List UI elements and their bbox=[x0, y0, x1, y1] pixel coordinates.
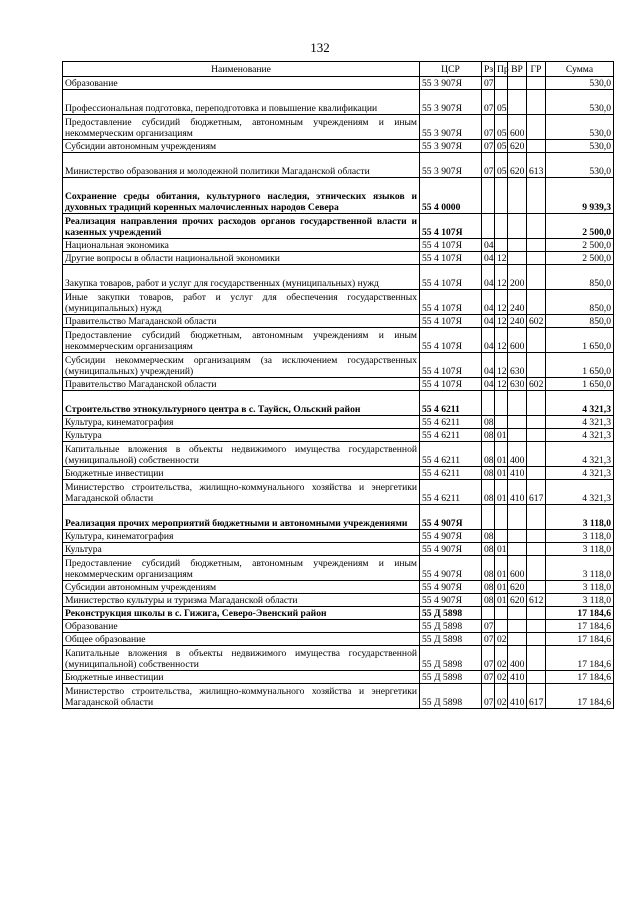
table-row bbox=[63, 581, 614, 594]
row-gr-cell bbox=[527, 140, 546, 153]
row-csr-cell: 55 4 107Я bbox=[420, 252, 482, 265]
row-rz-cell: 08 bbox=[482, 581, 495, 594]
row-vr-cell bbox=[508, 543, 527, 556]
row-gr-cell bbox=[527, 391, 546, 416]
table-row bbox=[63, 442, 614, 467]
row-sum-cell: 17 184,6 bbox=[546, 684, 614, 709]
row-csr-cell: 55 4 107Я bbox=[420, 315, 482, 328]
row-name-cell: Правительство Магаданской области bbox=[63, 378, 420, 391]
row-csr-cell: 55 4 6211 bbox=[420, 467, 482, 480]
row-name-cell: Предоставление субсидий бюджетным, автономным учреждениям и иным некоммерческим организациям bbox=[63, 328, 420, 353]
row-name-cell: Реализация прочих мероприятий бюджетными и автономными учреждениями bbox=[63, 505, 420, 530]
budget-table bbox=[62, 61, 614, 709]
row-sum-cell: 17 184,6 bbox=[546, 646, 614, 671]
row-gr-cell bbox=[527, 530, 546, 543]
row-vr-cell bbox=[508, 391, 527, 416]
row-rz-cell: 08 bbox=[482, 480, 495, 505]
row-name-cell: Правительство Магаданской области bbox=[63, 315, 420, 328]
row-csr-cell: 55 Д 5898 bbox=[420, 620, 482, 633]
header-name: Наименование bbox=[63, 62, 420, 77]
row-sum-cell: 17 184,6 bbox=[546, 633, 614, 646]
row-vr-cell bbox=[508, 607, 527, 620]
row-sum-cell: 3 118,0 bbox=[546, 530, 614, 543]
row-name-cell: Общее образование bbox=[63, 633, 420, 646]
table-row bbox=[63, 467, 614, 480]
row-csr-cell: 55 4 6211 bbox=[420, 480, 482, 505]
table-row bbox=[63, 239, 614, 252]
row-rz-cell bbox=[482, 391, 495, 416]
row-csr-cell: 55 4 107Я bbox=[420, 239, 482, 252]
row-vr-cell bbox=[508, 633, 527, 646]
row-pr-cell: 12 bbox=[495, 265, 508, 290]
row-vr-cell bbox=[508, 90, 527, 115]
row-pr-cell bbox=[495, 416, 508, 429]
row-sum-cell: 530,0 bbox=[546, 77, 614, 90]
row-pr-cell: 01 bbox=[495, 543, 508, 556]
row-csr-cell: 55 3 907Я bbox=[420, 153, 482, 178]
row-vr-cell: 630 bbox=[508, 378, 527, 391]
table-row bbox=[63, 480, 614, 505]
header-sum: Сумма bbox=[546, 62, 614, 77]
row-pr-cell: 05 bbox=[495, 115, 508, 140]
row-pr-cell: 01 bbox=[495, 442, 508, 467]
row-pr-cell: 01 bbox=[495, 581, 508, 594]
row-sum-cell: 3 118,0 bbox=[546, 556, 614, 581]
row-csr-cell: 55 Д 5898 bbox=[420, 646, 482, 671]
row-name-cell: Национальная экономика bbox=[63, 239, 420, 252]
row-gr-cell bbox=[527, 467, 546, 480]
row-rz-cell: 07 bbox=[482, 90, 495, 115]
table-row bbox=[63, 265, 614, 290]
row-pr-cell bbox=[495, 530, 508, 543]
row-rz-cell: 07 bbox=[482, 77, 495, 90]
row-rz-cell: 04 bbox=[482, 378, 495, 391]
table-row bbox=[63, 214, 614, 239]
row-pr-cell: 12 bbox=[495, 252, 508, 265]
row-pr-cell bbox=[495, 178, 508, 214]
row-gr-cell bbox=[527, 581, 546, 594]
row-sum-cell: 530,0 bbox=[546, 140, 614, 153]
row-pr-cell bbox=[495, 239, 508, 252]
row-pr-cell: 02 bbox=[495, 646, 508, 671]
row-gr-cell bbox=[527, 239, 546, 252]
row-rz-cell: 08 bbox=[482, 543, 495, 556]
row-sum-cell: 4 321,3 bbox=[546, 480, 614, 505]
row-gr-cell: 613 bbox=[527, 153, 546, 178]
row-sum-cell: 4 321,3 bbox=[546, 467, 614, 480]
row-gr-cell bbox=[527, 290, 546, 315]
row-csr-cell: 55 4 107Я bbox=[420, 214, 482, 239]
row-gr-cell: 617 bbox=[527, 480, 546, 505]
row-pr-cell: 05 bbox=[495, 140, 508, 153]
row-gr-cell bbox=[527, 115, 546, 140]
row-name-cell: Министерство строительства, жилищно-коммунального хозяйства и энергетики Магаданской области bbox=[63, 684, 420, 709]
table-row bbox=[63, 328, 614, 353]
row-vr-cell: 410 bbox=[508, 671, 527, 684]
row-csr-cell: 55 4 907Я bbox=[420, 581, 482, 594]
table-row bbox=[63, 684, 614, 709]
table-row bbox=[63, 115, 614, 140]
row-rz-cell: 04 bbox=[482, 353, 495, 378]
table-row bbox=[63, 633, 614, 646]
row-pr-cell bbox=[495, 77, 508, 90]
row-csr-cell: 55 4 107Я bbox=[420, 378, 482, 391]
row-name-cell: Культура, кинематография bbox=[63, 530, 420, 543]
row-name-cell: Бюджетные инвестиции bbox=[63, 671, 420, 684]
row-csr-cell: 55 4 107Я bbox=[420, 290, 482, 315]
row-sum-cell: 2 500,0 bbox=[546, 239, 614, 252]
row-gr-cell bbox=[527, 328, 546, 353]
row-pr-cell: 05 bbox=[495, 153, 508, 178]
row-csr-cell: 55 4 6211 bbox=[420, 416, 482, 429]
row-gr-cell bbox=[527, 505, 546, 530]
row-rz-cell bbox=[482, 178, 495, 214]
row-vr-cell bbox=[508, 178, 527, 214]
row-vr-cell: 620 bbox=[508, 153, 527, 178]
row-vr-cell: 620 bbox=[508, 581, 527, 594]
row-rz-cell: 07 bbox=[482, 115, 495, 140]
row-name-cell: Субсидии автономным учреждениям bbox=[63, 140, 420, 153]
header-csr: ЦСР bbox=[420, 62, 482, 77]
row-vr-cell bbox=[508, 252, 527, 265]
row-csr-cell: 55 4 6211 bbox=[420, 442, 482, 467]
row-rz-cell: 04 bbox=[482, 265, 495, 290]
row-csr-cell: 55 4 107Я bbox=[420, 265, 482, 290]
row-name-cell: Реконструкция школы в с. Гижига, Северо-Эвенский район bbox=[63, 607, 420, 620]
page-number: 132 bbox=[310, 40, 330, 55]
row-rz-cell: 07 bbox=[482, 153, 495, 178]
row-vr-cell bbox=[508, 429, 527, 442]
row-name-cell: Субсидии автономным учреждениям bbox=[63, 581, 420, 594]
row-sum-cell: 530,0 bbox=[546, 90, 614, 115]
table-row bbox=[63, 315, 614, 328]
row-vr-cell: 620 bbox=[508, 594, 527, 607]
row-sum-cell: 4 321,3 bbox=[546, 429, 614, 442]
row-gr-cell bbox=[527, 671, 546, 684]
row-name-cell: Бюджетные инвестиции bbox=[63, 467, 420, 480]
row-csr-cell: 55 4 907Я bbox=[420, 543, 482, 556]
row-name-cell: Закупка товаров, работ и услуг для государственных (муниципальных) нужд bbox=[63, 265, 420, 290]
row-gr-cell bbox=[527, 442, 546, 467]
row-pr-cell: 02 bbox=[495, 684, 508, 709]
row-rz-cell bbox=[482, 607, 495, 620]
table-row bbox=[63, 646, 614, 671]
table-row bbox=[63, 505, 614, 530]
row-gr-cell bbox=[527, 353, 546, 378]
table-row bbox=[63, 90, 614, 115]
row-sum-cell: 2 500,0 bbox=[546, 214, 614, 239]
row-rz-cell: 08 bbox=[482, 556, 495, 581]
header-rz: Рз bbox=[482, 62, 495, 77]
row-rz-cell: 08 bbox=[482, 442, 495, 467]
row-name-cell: Предоставление субсидий бюджетным, автономным учреждениям и иным некоммерческим организациям bbox=[63, 556, 420, 581]
row-rz-cell: 04 bbox=[482, 290, 495, 315]
row-name-cell: Министерство строительства, жилищно-коммунального хозяйства и энергетики Магаданской области bbox=[63, 480, 420, 505]
row-csr-cell: 55 4 907Я bbox=[420, 505, 482, 530]
table-row bbox=[63, 543, 614, 556]
row-csr-cell: 55 Д 5898 bbox=[420, 607, 482, 620]
table-row bbox=[63, 594, 614, 607]
row-sum-cell: 3 118,0 bbox=[546, 581, 614, 594]
row-gr-cell bbox=[527, 77, 546, 90]
row-pr-cell: 01 bbox=[495, 556, 508, 581]
table-row bbox=[63, 178, 614, 214]
row-rz-cell: 04 bbox=[482, 328, 495, 353]
row-vr-cell: 400 bbox=[508, 646, 527, 671]
table-row bbox=[63, 290, 614, 315]
row-vr-cell: 240 bbox=[508, 315, 527, 328]
row-name-cell: Министерство культуры и туризма Магаданской области bbox=[63, 594, 420, 607]
row-rz-cell: 08 bbox=[482, 429, 495, 442]
row-vr-cell: 600 bbox=[508, 115, 527, 140]
row-name-cell: Иные закупки товаров, работ и услуг для обеспечения государственных (муниципальных) нужд bbox=[63, 290, 420, 315]
row-pr-cell: 01 bbox=[495, 429, 508, 442]
row-rz-cell: 07 bbox=[482, 140, 495, 153]
row-gr-cell: 617 bbox=[527, 684, 546, 709]
row-csr-cell: 55 4 907Я bbox=[420, 556, 482, 581]
row-csr-cell: 55 4 0000 bbox=[420, 178, 482, 214]
row-csr-cell: 55 4 907Я bbox=[420, 594, 482, 607]
row-vr-cell: 240 bbox=[508, 290, 527, 315]
row-pr-cell: 01 bbox=[495, 480, 508, 505]
row-pr-cell: 01 bbox=[495, 594, 508, 607]
table-row bbox=[63, 530, 614, 543]
row-sum-cell: 2 500,0 bbox=[546, 252, 614, 265]
row-vr-cell: 400 bbox=[508, 442, 527, 467]
row-vr-cell: 630 bbox=[508, 353, 527, 378]
row-name-cell: Сохранение среды обитания, культурного наследия, этнических языков и духовных традиций коренных малочисленных народов Севера bbox=[63, 178, 420, 214]
row-gr-cell bbox=[527, 429, 546, 442]
row-pr-cell: 12 bbox=[495, 290, 508, 315]
table-row bbox=[63, 252, 614, 265]
row-rz-cell: 07 bbox=[482, 684, 495, 709]
row-vr-cell: 200 bbox=[508, 265, 527, 290]
row-name-cell: Капитальные вложения в объекты недвижимого имущества государственной (муниципальной) собственности bbox=[63, 646, 420, 671]
row-sum-cell: 850,0 bbox=[546, 265, 614, 290]
row-sum-cell: 17 184,6 bbox=[546, 671, 614, 684]
row-vr-cell bbox=[508, 505, 527, 530]
row-name-cell: Другие вопросы в области национальной экономики bbox=[63, 252, 420, 265]
row-pr-cell: 12 bbox=[495, 353, 508, 378]
row-name-cell: Министерство образования и молодежной политики Магаданской области bbox=[63, 153, 420, 178]
row-pr-cell: 02 bbox=[495, 671, 508, 684]
row-sum-cell: 4 321,3 bbox=[546, 442, 614, 467]
table-row bbox=[63, 671, 614, 684]
row-vr-cell: 600 bbox=[508, 328, 527, 353]
row-sum-cell: 17 184,6 bbox=[546, 620, 614, 633]
row-rz-cell: 08 bbox=[482, 594, 495, 607]
table-row bbox=[63, 77, 614, 90]
row-name-cell: Строительство этнокультурного центра в с. Тауйск, Ольский район bbox=[63, 391, 420, 416]
row-vr-cell: 410 bbox=[508, 467, 527, 480]
row-rz-cell: 08 bbox=[482, 467, 495, 480]
header-vr: ВР bbox=[508, 62, 527, 77]
row-pr-cell: 12 bbox=[495, 378, 508, 391]
row-sum-cell: 3 118,0 bbox=[546, 543, 614, 556]
row-gr-cell bbox=[527, 416, 546, 429]
table-row bbox=[63, 153, 614, 178]
row-pr-cell: 02 bbox=[495, 633, 508, 646]
row-sum-cell: 850,0 bbox=[546, 290, 614, 315]
row-gr-cell: 612 bbox=[527, 594, 546, 607]
row-sum-cell: 1 650,0 bbox=[546, 353, 614, 378]
row-vr-cell bbox=[508, 239, 527, 252]
row-pr-cell bbox=[495, 607, 508, 620]
row-name-cell: Реализация направления прочих расходов органов государственной власти и казенных учреждений bbox=[63, 214, 420, 239]
row-vr-cell bbox=[508, 620, 527, 633]
table-row bbox=[63, 140, 614, 153]
header-pr: Пр bbox=[495, 62, 508, 77]
row-gr-cell bbox=[527, 620, 546, 633]
table-body bbox=[63, 77, 614, 709]
row-gr-cell bbox=[527, 90, 546, 115]
row-vr-cell bbox=[508, 416, 527, 429]
row-vr-cell: 410 bbox=[508, 480, 527, 505]
table-row bbox=[63, 391, 614, 416]
table-row bbox=[63, 378, 614, 391]
table-header-row bbox=[63, 62, 614, 77]
row-gr-cell bbox=[527, 214, 546, 239]
row-csr-cell: 55 4 6211 bbox=[420, 391, 482, 416]
row-gr-cell bbox=[527, 556, 546, 581]
row-rz-cell bbox=[482, 214, 495, 239]
row-rz-cell: 04 bbox=[482, 239, 495, 252]
row-name-cell: Образование bbox=[63, 77, 420, 90]
row-gr-cell bbox=[527, 265, 546, 290]
row-csr-cell: 55 4 107Я bbox=[420, 353, 482, 378]
row-rz-cell: 08 bbox=[482, 530, 495, 543]
row-name-cell: Культура bbox=[63, 543, 420, 556]
row-name-cell: Субсидии некоммерческим организациям (за исключением государственных (муниципальных) учреждений) bbox=[63, 353, 420, 378]
table-row bbox=[63, 416, 614, 429]
row-sum-cell: 1 650,0 bbox=[546, 378, 614, 391]
row-sum-cell: 4 321,3 bbox=[546, 391, 614, 416]
row-sum-cell: 3 118,0 bbox=[546, 594, 614, 607]
header-gr: ГР bbox=[527, 62, 546, 77]
row-sum-cell: 4 321,3 bbox=[546, 416, 614, 429]
row-rz-cell: 08 bbox=[482, 416, 495, 429]
row-pr-cell bbox=[495, 505, 508, 530]
row-rz-cell: 04 bbox=[482, 315, 495, 328]
table-row bbox=[63, 620, 614, 633]
row-name-cell: Культура bbox=[63, 429, 420, 442]
row-rz-cell: 07 bbox=[482, 633, 495, 646]
row-gr-cell bbox=[527, 646, 546, 671]
row-csr-cell: 55 3 907Я bbox=[420, 115, 482, 140]
row-name-cell: Капитальные вложения в объекты недвижимого имущества государственной (муниципальной) собственности bbox=[63, 442, 420, 467]
row-gr-cell bbox=[527, 633, 546, 646]
table-row bbox=[63, 353, 614, 378]
row-rz-cell: 07 bbox=[482, 620, 495, 633]
row-sum-cell: 530,0 bbox=[546, 115, 614, 140]
row-gr-cell bbox=[527, 178, 546, 214]
row-csr-cell: 55 Д 5898 bbox=[420, 633, 482, 646]
row-rz-cell: 07 bbox=[482, 646, 495, 671]
row-rz-cell: 07 bbox=[482, 671, 495, 684]
row-vr-cell: 410 bbox=[508, 684, 527, 709]
row-sum-cell: 9 939,3 bbox=[546, 178, 614, 214]
row-name-cell: Профессиональная подготовка, переподготовка и повышение квалификации bbox=[63, 90, 420, 115]
row-pr-cell: 05 bbox=[495, 90, 508, 115]
row-vr-cell: 620 bbox=[508, 140, 527, 153]
row-rz-cell bbox=[482, 505, 495, 530]
row-pr-cell bbox=[495, 620, 508, 633]
row-gr-cell bbox=[527, 543, 546, 556]
row-gr-cell: 602 bbox=[527, 315, 546, 328]
row-csr-cell: 55 4 6211 bbox=[420, 429, 482, 442]
row-vr-cell bbox=[508, 77, 527, 90]
row-rz-cell: 04 bbox=[482, 252, 495, 265]
row-csr-cell: 55 4 907Я bbox=[420, 530, 482, 543]
row-csr-cell: 55 3 907Я bbox=[420, 140, 482, 153]
row-vr-cell bbox=[508, 214, 527, 239]
row-pr-cell bbox=[495, 391, 508, 416]
row-gr-cell: 602 bbox=[527, 378, 546, 391]
row-name-cell: Образование bbox=[63, 620, 420, 633]
table-row bbox=[63, 607, 614, 620]
table-row bbox=[63, 429, 614, 442]
row-vr-cell bbox=[508, 530, 527, 543]
row-pr-cell bbox=[495, 214, 508, 239]
table-row bbox=[63, 556, 614, 581]
row-gr-cell bbox=[527, 607, 546, 620]
row-pr-cell: 12 bbox=[495, 328, 508, 353]
row-name-cell: Предоставление субсидий бюджетным, автономным учреждениям и иным некоммерческим организациям bbox=[63, 115, 420, 140]
row-pr-cell: 12 bbox=[495, 315, 508, 328]
row-name-cell: Культура, кинематография bbox=[63, 416, 420, 429]
row-csr-cell: 55 Д 5898 bbox=[420, 671, 482, 684]
row-pr-cell: 01 bbox=[495, 467, 508, 480]
row-vr-cell: 600 bbox=[508, 556, 527, 581]
row-sum-cell: 1 650,0 bbox=[546, 328, 614, 353]
row-sum-cell: 17 184,6 bbox=[546, 607, 614, 620]
row-csr-cell: 55 3 907Я bbox=[420, 90, 482, 115]
row-csr-cell: 55 4 107Я bbox=[420, 328, 482, 353]
row-csr-cell: 55 3 907Я bbox=[420, 77, 482, 90]
row-sum-cell: 530,0 bbox=[546, 153, 614, 178]
row-csr-cell: 55 Д 5898 bbox=[420, 684, 482, 709]
row-sum-cell: 3 118,0 bbox=[546, 505, 614, 530]
row-gr-cell bbox=[527, 252, 546, 265]
row-sum-cell: 850,0 bbox=[546, 315, 614, 328]
